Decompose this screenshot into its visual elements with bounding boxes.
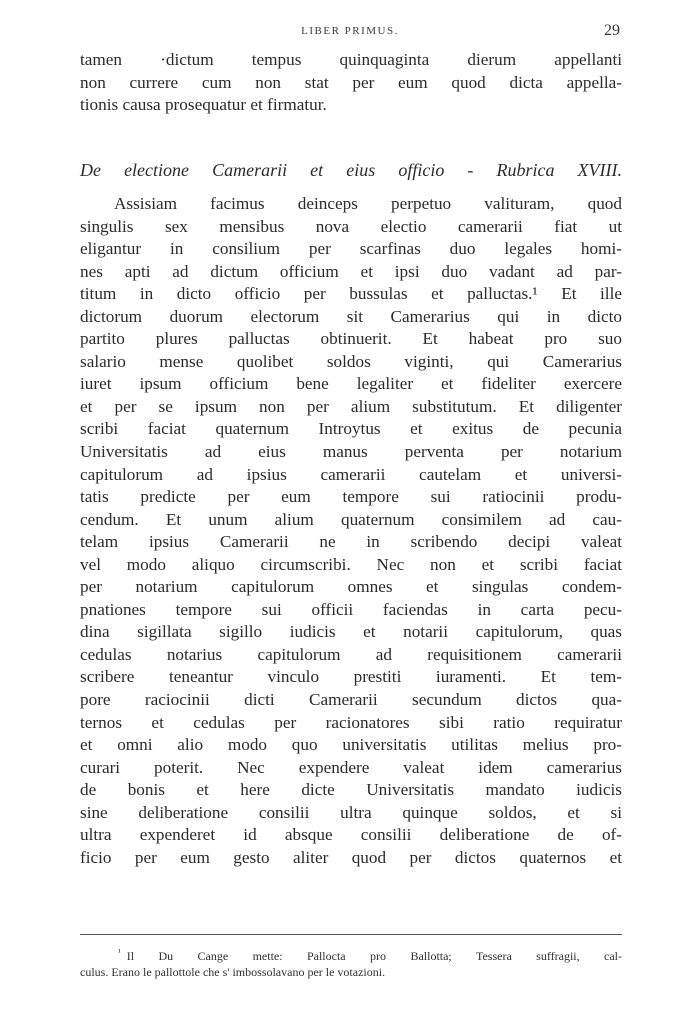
text-line: tamen ·dictum tempus quinquaginta dierum appellanti xyxy=(80,50,622,69)
text-line: tionis causa prosequatur et firmatur. xyxy=(80,95,327,115)
text-line: telam ipsius Camerarii ne in scribendo decipi valeat xyxy=(80,532,622,552)
page-number: 29 xyxy=(604,22,620,39)
text-line: et per se ipsum non per alium substitutum. Et diligenter xyxy=(80,396,622,416)
body-paragraph xyxy=(80,193,622,869)
text-line: scribi faciat quaternum Introytus et exitus de pecunia xyxy=(80,419,622,439)
footnote-mark: ¹ xyxy=(118,947,121,957)
text-line: tatis predicte per eum tempore sui ratiocinii produ- xyxy=(80,487,622,507)
text-line: scribere teneantur vinculo prestiti iuramenti. Et tem- xyxy=(80,667,622,687)
footnote-line xyxy=(80,942,622,962)
section-heading: De electione Camerarii et eius officio - Rubrica XVIII. xyxy=(80,160,622,180)
text-line: et omni alio modo quo universitatis utilitas melius pro- xyxy=(80,735,622,755)
text-line: pore raciocinii dicti Camerarii secundum dictos qua- xyxy=(80,690,622,710)
footnote xyxy=(80,942,622,982)
text-line: ficio per eum gesto aliter quod per dictos quaternos et xyxy=(80,847,622,867)
text-line: salario mense quolibet soldos viginti, qui Camerarius xyxy=(80,351,622,371)
text-line: de bonis et here dicte Universitatis mandato iudicis xyxy=(80,780,622,800)
text-line: capitulorum ad ipsius camerarii cautelam et universi- xyxy=(80,464,622,484)
intro-paragraph xyxy=(80,49,622,117)
footnote-rule xyxy=(80,934,622,935)
text-line: partito plures palluctas obtinuerit. Et habeat pro suo xyxy=(80,329,622,349)
text-line: curari poterit. Nec expendere valeat idem camerarius xyxy=(80,757,622,777)
running-head xyxy=(80,22,620,42)
text-line: sine deliberatione consilii ultra quinque soldos, et si xyxy=(80,802,622,822)
text-line: cendum. Et unum alium quaternum consimilem ad cau- xyxy=(80,509,622,529)
text-line: ternos et cedulas per racionatores sibi ratio requiratur xyxy=(80,712,622,732)
text-line: Assisiam facimus deinceps perpetuo valituram, quod xyxy=(114,194,622,213)
text-line: titum in dicto officio per bussulas et palluctas.¹ Et ille xyxy=(80,284,622,304)
running-title: LIBER PRIMUS. xyxy=(301,25,399,37)
text-line: nes apti ad dictum officium et ipsi duo vadant ad par- xyxy=(80,261,622,281)
text-line: singulis sex mensibus nova electio camerarii fiat ut xyxy=(80,216,622,236)
text-line: ultra expenderet id absque consilii deliberatione de of- xyxy=(80,825,622,845)
text-line: vel modo aliquo circumscribi. Nec non et scribi faciat xyxy=(80,554,622,574)
footnote-line: culus. Erano le pallottole che s' imbossolavano per le votazioni. xyxy=(80,965,386,979)
text-line: eligantur in consilium per scarfinas duo legales homi- xyxy=(80,239,622,259)
text-line: pnationes tempore sui officii faciendas in carta pecu- xyxy=(80,599,622,619)
text-line: dictorum duorum electorum sit Camerarius qui in dicto xyxy=(80,306,622,326)
text-line: cedulas notarius capitulorum ad requisitionem camerarii xyxy=(80,644,622,664)
text-line: per notarium capitulorum omnes et singulas condem- xyxy=(80,577,622,597)
text-line: dina sigillata sigillo iudicis et notarii capitulorum, quas xyxy=(80,622,622,642)
footnote-text: Il Du Cange mette: Pallocta pro Ballotta; Tessera suffragii, cal- xyxy=(126,949,622,963)
text-line: iuret ipsum officium bene legaliter et fideliter exercere xyxy=(80,374,622,394)
text-line: non currere cum non stat per eum quod dicta appella- xyxy=(80,72,622,92)
text-line: Universitatis ad eius manus perventa per notarium xyxy=(80,442,622,462)
